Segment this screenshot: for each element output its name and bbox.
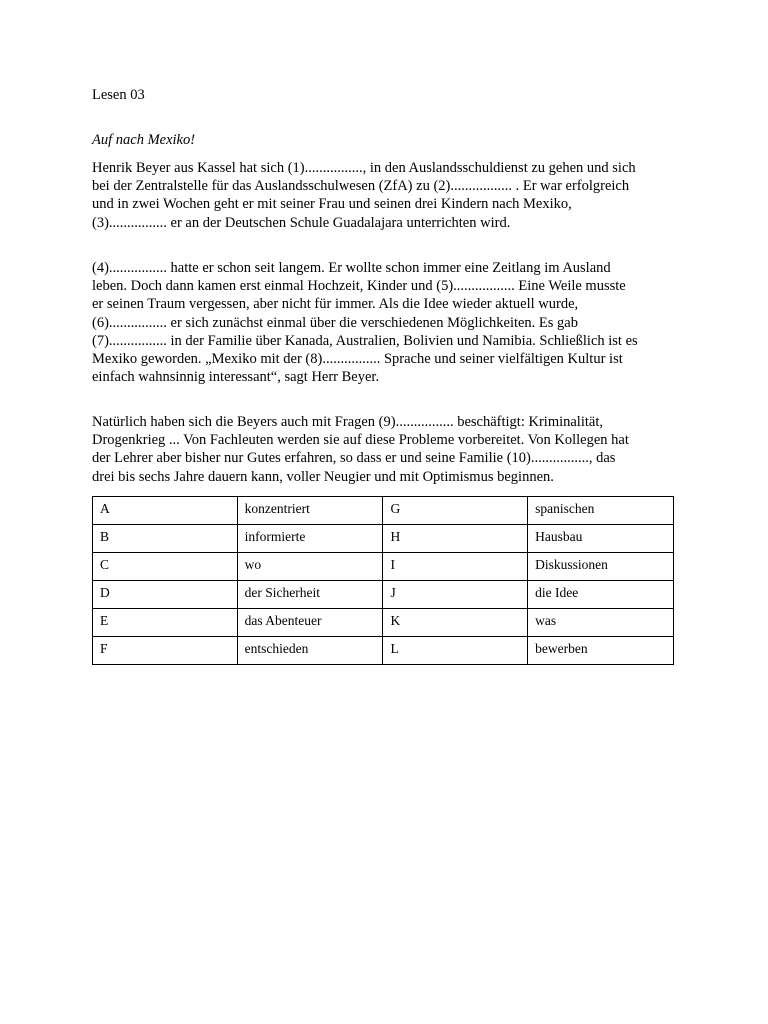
option-word: der Sicherheit (237, 581, 383, 609)
paragraph-3 (92, 413, 692, 486)
table-row (93, 581, 674, 609)
option-word: spanischen (528, 497, 674, 525)
table-row (93, 609, 674, 637)
option-letter: E (93, 609, 238, 637)
option-letter: D (93, 581, 238, 609)
option-word: informierte (237, 525, 383, 553)
option-word: konzentriert (237, 497, 383, 525)
option-word: entschieden (237, 637, 383, 665)
text-title: Auf nach Mexiko! (92, 132, 196, 148)
paragraph-line: (7)................ in der Familie über Kanada, Australien, Bolivien und Namibia. Schließlich ist es (92, 332, 638, 349)
table-row (93, 637, 674, 665)
paragraph-line: (4)................ hatte er schon seit langem. Er wollte schon immer eine Zeitlang im Ausland (92, 260, 611, 276)
paragraph-line: (6)................ er sich zunächst einmal über die verschiedenen Möglichkeiten. Es gab (92, 314, 578, 331)
option-letter: G (383, 497, 528, 525)
section-heading: Lesen 03 (92, 87, 145, 103)
paragraph-line: Mexiko geworden. „Mexiko mit der (8)................ Sprache und seiner vielfältigen Kultur ist (92, 351, 623, 368)
table-row (93, 553, 674, 581)
option-word: Diskussionen (528, 553, 674, 581)
option-letter: L (383, 637, 528, 665)
paragraph-line: und in zwei Wochen geht er mit seiner Frau und seinen drei Kindern nach Mexiko, (92, 196, 572, 213)
option-word: die Idee (528, 581, 674, 609)
paragraph-line: leben. Doch dann kamen erst einmal Hochzeit, Kinder und (5)................. Eine Weile musste (92, 278, 626, 295)
paragraph-1 (92, 159, 692, 232)
table-row (93, 525, 674, 553)
option-word: bewerben (528, 637, 674, 665)
paragraph-line: einfach wahnsinnig interessant“, sagt Herr Beyer. (92, 369, 380, 386)
option-word: was (528, 609, 674, 637)
option-letter: H (383, 525, 528, 553)
option-letter: A (93, 497, 238, 525)
paragraph-line: (3)................ er an der Deutschen Schule Guadalajara unterrichten wird. (92, 214, 511, 231)
option-letter: K (383, 609, 528, 637)
option-word: das Abenteuer (237, 609, 383, 637)
option-letter: B (93, 525, 238, 553)
paragraph-line: bei der Zentralstelle für das Auslandsschulwesen (ZfA) zu (2)................. . Er war erfolgreich (92, 178, 630, 195)
paragraph-line: der Lehrer aber bisher nur Gutes erfahren, so dass er und seine Familie (10)................, das (92, 450, 616, 467)
option-letter: C (93, 553, 238, 581)
option-word: Hausbau (528, 525, 674, 553)
table-row (93, 497, 674, 525)
paragraph-line: Henrik Beyer aus Kassel hat sich (1)................, in den Auslandsschuldienst zu gehen und sich (92, 160, 636, 176)
option-letter: F (93, 637, 238, 665)
paragraph-line: Natürlich haben sich die Beyers auch mit Fragen (9)................ beschäftigt: Kriminalität, (92, 414, 603, 430)
paragraph-2 (92, 259, 692, 386)
options-table (92, 496, 674, 665)
paragraph-line: Drogenkrieg ... Von Fachleuten werden sie auf diese Probleme vorbereitet. Von Kollegen hat (92, 432, 629, 449)
paragraph-line: er seinen Traum vergessen, aber nicht für immer. Als die Idee wieder aktuell wurde, (92, 296, 579, 313)
option-letter: I (383, 553, 528, 581)
option-letter: J (383, 581, 528, 609)
paragraph-line: drei bis sechs Jahre dauern kann, voller Neugier und mit Optimismus beginnen. (92, 468, 554, 485)
option-word: wo (237, 553, 383, 581)
